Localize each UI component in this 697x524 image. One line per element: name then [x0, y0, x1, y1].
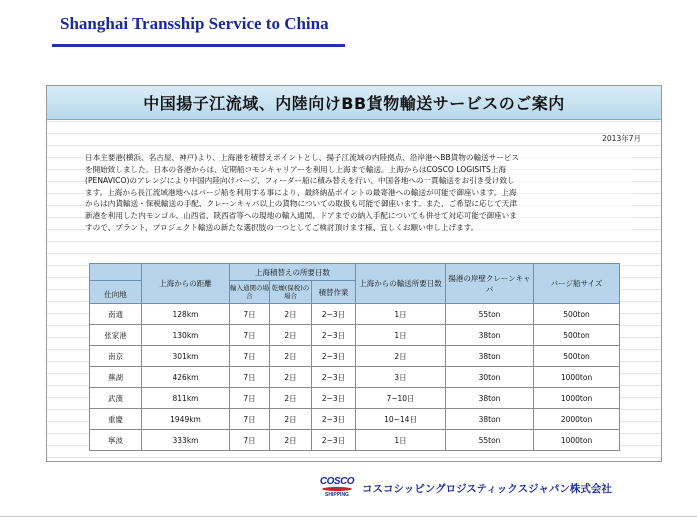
cell-distance: 130km	[142, 325, 230, 346]
header-transit-days: 上海からの輸送所要日数	[356, 264, 446, 304]
cell-transit-days: 10−14日	[356, 409, 446, 430]
cell-work-days: 2−3日	[312, 367, 356, 388]
cell-work-days: 2−3日	[312, 304, 356, 325]
cell-barge: 1000ton	[534, 430, 620, 451]
header-blank	[90, 264, 142, 281]
cell-transit-days: 1日	[356, 304, 446, 325]
cell-work-days: 2−3日	[312, 388, 356, 409]
transit-table	[89, 263, 620, 451]
cell-work-days: 2−3日	[312, 325, 356, 346]
intro-line: すので、プラント、プロジェクト輸送の新たな選択肢の一つとしてご検討頂けます様、宜しくお願い申し上げます。	[85, 222, 479, 232]
intro-line: からは内貨輸送・保税輸送の手配、クレーンキャパ以上の貨物についての取扱も可能で御座います。また、ご希望に応じて天津	[85, 199, 517, 209]
intro-line: を開始致しました。日本の各港からは、定期船コモンキャリアーを利用し上海まで輸送。上海からはCOSCO LOGISITS上海	[85, 164, 507, 174]
cell-crane: 38ton	[446, 325, 534, 346]
cell-work-days: 2−3日	[312, 430, 356, 451]
intro-line: 日本主要港(横浜、名古屋、神戸)より、上海港を積替えポイントとし、揚子江流域の内陸拠点、沿岸港へBB貨物の輸送サービス	[85, 153, 519, 162]
header-crane: 揚港の岸壁クレーンキャパ	[446, 264, 534, 304]
cell-destination: 南通	[90, 304, 142, 325]
table-row	[90, 409, 620, 430]
cell-import-days: 7日	[230, 388, 270, 409]
cell-transit-days: 7−10日	[356, 388, 446, 409]
cell-transit-days: 1日	[356, 430, 446, 451]
intro-paragraph	[85, 152, 633, 233]
header-import-clearance: 輸入通関の場合	[230, 281, 270, 304]
cell-import-days: 7日	[230, 325, 270, 346]
table-row	[90, 388, 620, 409]
cell-bonded-days: 2日	[270, 388, 312, 409]
cell-crane: 55ton	[446, 430, 534, 451]
table-row	[90, 325, 620, 346]
cell-work-days: 2−3日	[312, 409, 356, 430]
cell-bonded-days: 2日	[270, 430, 312, 451]
table-row	[90, 304, 620, 325]
cell-barge: 1000ton	[534, 388, 620, 409]
intro-line: 新港を利用した内モンゴル、山西省、陝西省等への現地の輸入通関、ドアまでの納入手配についても併せて対応可能で御座いま	[85, 210, 517, 220]
cell-transit-days: 1日	[356, 325, 446, 346]
document-date: 2013年7月	[602, 134, 641, 143]
header-barge: バージ船サイズ	[534, 264, 620, 304]
cell-crane: 38ton	[446, 388, 534, 409]
bottom-divider	[0, 516, 697, 517]
cell-distance: 1949km	[142, 409, 230, 430]
cell-transit-days: 2日	[356, 346, 446, 367]
header-distance: 上海からの距離	[142, 264, 230, 304]
slide-title: Shanghai Transship Service to China	[60, 14, 329, 33]
cell-destination: 寧波	[90, 430, 142, 451]
cell-distance: 811km	[142, 388, 230, 409]
cell-import-days: 7日	[230, 430, 270, 451]
logo-wordmark: COSCO	[319, 476, 355, 487]
cell-barge: 500ton	[534, 346, 620, 367]
document-image	[46, 85, 662, 462]
company-name: コスコシッピングロジスティックスジャパン株式会社	[362, 482, 612, 495]
cell-distance: 426km	[142, 367, 230, 388]
document-heading: 中国揚子江流域、内陸向けBB貨物輸送サービスのご案内	[143, 94, 565, 113]
cell-import-days: 7日	[230, 304, 270, 325]
cell-bonded-days: 2日	[270, 325, 312, 346]
cell-destination: 张家港	[90, 325, 142, 346]
cell-crane: 38ton	[446, 346, 534, 367]
cell-barge: 1000ton	[534, 367, 620, 388]
header-bonded: 乾燥(保税)の場合	[270, 281, 312, 304]
title-underline	[52, 44, 345, 47]
logo-tagline: SHIPPING	[325, 492, 349, 498]
document-heading-bar	[47, 86, 661, 120]
logo-swoosh	[322, 487, 352, 491]
table-row	[90, 430, 620, 451]
cell-bonded-days: 2日	[270, 367, 312, 388]
cell-crane: 38ton	[446, 409, 534, 430]
cell-crane: 55ton	[446, 304, 534, 325]
cell-barge: 500ton	[534, 304, 620, 325]
cell-transit-days: 3日	[356, 367, 446, 388]
intro-line: ます。上海から長江流域港地へはバージ船を利用する事により、最終納品ポイントの最寄港への輸送が可能で御座います。上海	[85, 187, 517, 197]
cell-destination: 重慶	[90, 409, 142, 430]
cell-import-days: 7日	[230, 346, 270, 367]
cell-destination: 南京	[90, 346, 142, 367]
table-row	[90, 346, 620, 367]
cell-destination: 武漢	[90, 388, 142, 409]
cell-distance: 301km	[142, 346, 230, 367]
cosco-shipping-logo	[318, 476, 356, 500]
cell-barge: 500ton	[534, 325, 620, 346]
cell-import-days: 7日	[230, 367, 270, 388]
header-destination: 仕向地	[90, 281, 142, 304]
cell-bonded-days: 2日	[270, 304, 312, 325]
intro-line: (PENAVICO)のアレンジにより中国内陸向けバージ、フィーダー船に積み替えを行い、中国各地への一貫輸送をお引き受け致し	[85, 176, 515, 186]
cell-import-days: 7日	[230, 409, 270, 430]
cell-work-days: 2−3日	[312, 346, 356, 367]
cell-crane: 30ton	[446, 367, 534, 388]
cell-barge: 2000ton	[534, 409, 620, 430]
cell-destination: 蕪湖	[90, 367, 142, 388]
cell-distance: 128km	[142, 304, 230, 325]
cell-distance: 333km	[142, 430, 230, 451]
footer	[318, 476, 612, 500]
cell-bonded-days: 2日	[270, 409, 312, 430]
cell-bonded-days: 2日	[270, 346, 312, 367]
header-transship-group: 上海積替えの所要日数	[230, 264, 356, 281]
table-row	[90, 367, 620, 388]
header-transship-work: 積替作業	[312, 281, 356, 304]
